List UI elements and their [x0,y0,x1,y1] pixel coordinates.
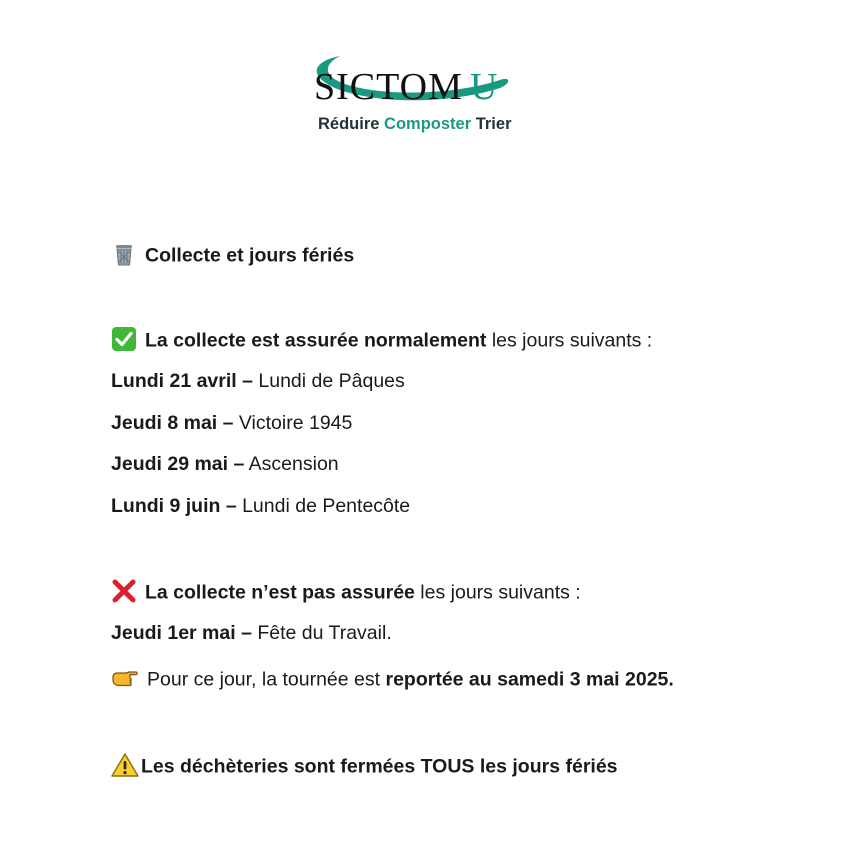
postponed-note-text: Pour ce jour, la tournée est [147,668,386,691]
assured-day-4-name: Lundi de Pentecôte [236,495,411,517]
trash-can-icon [111,241,137,272]
section-title [111,241,354,272]
warning-icon [111,752,139,783]
assured-header-rest: les jours suivants : [486,329,653,352]
assured-day-2 [111,414,352,434]
not-assured-day-name: Fête du Travail. [251,622,392,644]
not-assured-header [111,578,581,609]
assured-header [111,326,652,357]
not-assured-header-bold: La collecte n’est pas assurée [145,581,415,604]
tagline-reduire: Réduire [318,115,380,133]
assured-day-2-date: Jeudi 8 mai – [111,412,234,434]
cross-mark-icon [111,578,137,609]
logo-wordmark-u: U [470,66,498,108]
section-title-text: Collecte et jours fériés [145,244,355,267]
pointing-hand-icon [111,666,139,695]
postponed-note [111,666,674,695]
assured-day-4 [111,497,410,517]
assured-day-2-name: Victoire 1945 [233,412,353,434]
postponed-note-bold: reportée au samedi 3 mai 2025. [385,668,674,691]
not-assured-day [111,624,392,644]
logo-tagline [318,115,512,134]
assured-day-3 [111,455,339,475]
warning-line [111,752,618,783]
check-mark-icon [111,326,137,357]
tagline-composter: Composter [384,115,472,133]
assured-day-1-date: Lundi 21 avril – [111,370,253,392]
assured-day-3-name: Ascension [244,453,339,475]
logo-wordmark: SICTOM [314,66,463,108]
assured-day-3-date: Jeudi 29 mai – [111,453,245,475]
tagline-trier: Trier [475,115,512,133]
assured-header-bold: La collecte est assurée normalement [145,329,487,352]
assured-day-4-date: Lundi 9 juin – [111,495,237,517]
assured-day-1-name: Lundi de Pâques [252,370,405,392]
warning-text: Les déchèteries sont fermées TOUS les jours fériés [141,755,618,778]
assured-day-1 [111,372,405,392]
not-assured-header-rest: les jours suivants : [414,581,581,604]
sictomu-logo [300,48,520,143]
not-assured-day-date: Jeudi 1er mai – [111,622,252,644]
